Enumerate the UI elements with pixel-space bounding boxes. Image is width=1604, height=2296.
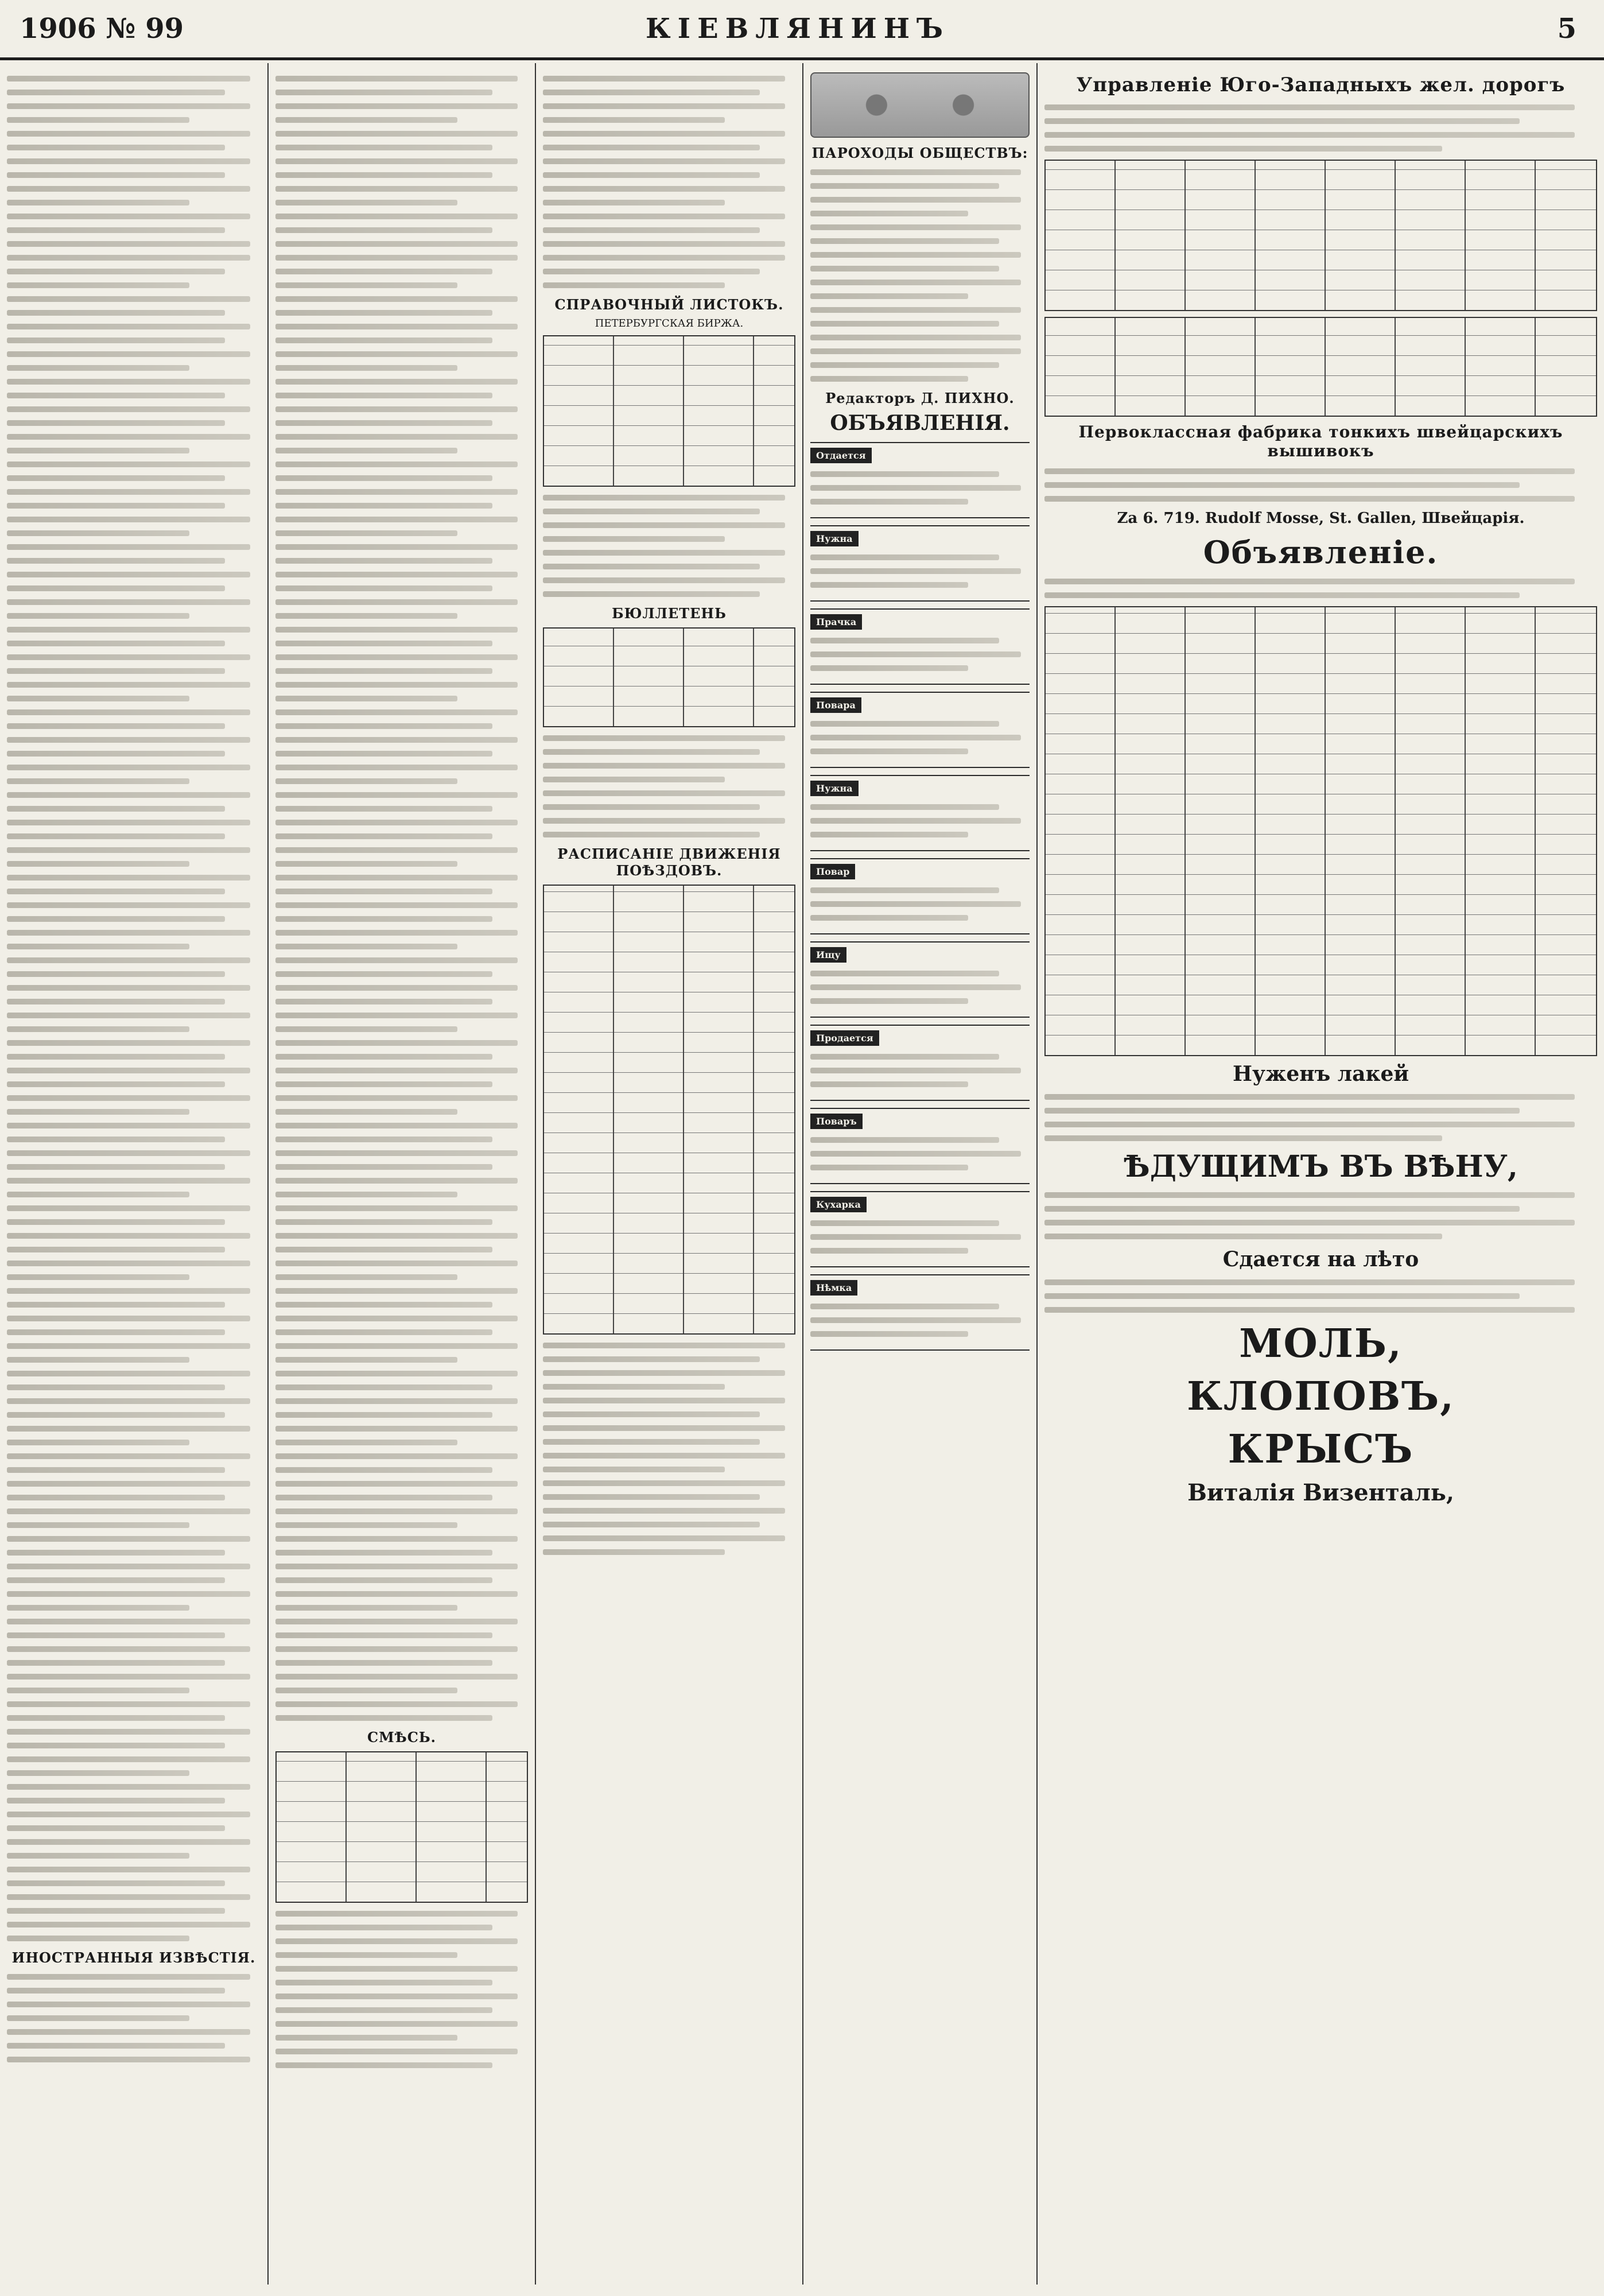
summer-heading: Сдается на лѣто (1222, 1247, 1419, 1271)
vienna-heading: ѢДУЩИМЪ ВЪ ВѢНУ, (1124, 1149, 1518, 1184)
column-1 (0, 63, 269, 2285)
misc-heading: СМѢСЬ. (367, 1729, 437, 1746)
bulletin-table (543, 627, 795, 727)
ads-heading: ОБЪЯВЛЕНІЯ. (830, 411, 1010, 435)
lacquer-heading: Нуженъ лакей (1232, 1062, 1409, 1086)
ad-block (810, 1274, 1030, 1351)
ad-block (810, 941, 1030, 1018)
steamship-illustration (810, 72, 1030, 138)
train-schedule-heading: РАСПИСАНІЕ ДВИЖЕНІЯ ПОѢЗДОВЪ. (557, 846, 781, 879)
ad-block (810, 442, 1030, 518)
ad-label: Нужна (810, 531, 859, 546)
pest-word: КРЫСЪ (1228, 1426, 1414, 1472)
pest-word: КЛОПОВЪ, (1187, 1374, 1455, 1420)
foreign-news-heading: ИНОСТРАННЫЯ ИЗВѢСТІЯ. (11, 1949, 256, 1966)
ad-block (810, 1191, 1030, 1267)
vizental-line: Виталія Визенталь, (1187, 1479, 1454, 1506)
column-2 (269, 63, 536, 2285)
ad-label: Ищу (810, 947, 846, 963)
ad-label: Поваръ (810, 1114, 863, 1129)
issue-date: 1906 № 99 (20, 13, 184, 45)
bulletin-heading: БЮЛЛЕТЕНЬ (612, 605, 727, 622)
ad-label: Прачка (810, 614, 862, 630)
page-number: 5 (1557, 13, 1576, 45)
newspaper-header (0, 0, 1604, 60)
railway-table (1044, 160, 1597, 311)
railway-table-2 (1044, 317, 1597, 417)
notice-heading: Объявленіе. (1203, 534, 1439, 571)
ad-block (810, 692, 1030, 768)
address-line: Za 6. 719. Rudolf Mosse, St. Gallen, Швейцарія. (1117, 510, 1525, 527)
ad-block (810, 775, 1030, 851)
ad-label: Нужна (810, 781, 859, 796)
column-3 (536, 63, 803, 2285)
factory-heading: Первоклассная фабрика тонкихъ швейцарскихъ вышивокъ (1078, 422, 1563, 460)
train-schedule-table (543, 885, 795, 1335)
newspaper-title: КІЕВЛЯНИНЪ (645, 13, 950, 45)
ad-label: Нѣмка (810, 1280, 857, 1296)
reference-heading: СПРАВОЧНЫЙ ЛИСТОКЪ. (554, 296, 784, 313)
column-4 (803, 63, 1038, 2285)
ad-label: Продается (810, 1030, 879, 1046)
exchange-table (543, 335, 795, 487)
col2-table (275, 1751, 528, 1903)
ad-block (810, 1025, 1030, 1101)
ad-label: Повар (810, 864, 855, 879)
ad-label: Повара (810, 697, 861, 713)
ad-label: Кухарка (810, 1197, 867, 1212)
steamships-heading: ПАРОХОДЫ ОБЩЕСТВЪ: (811, 145, 1028, 161)
ad-block (810, 858, 1030, 934)
cargo-table (1044, 606, 1597, 1056)
editor-line: Редакторъ Д. ПИХНО. (825, 390, 1015, 406)
ad-block (810, 608, 1030, 685)
exchange-subheading: ПЕТЕРБУРГСКАЯ БИРЖА. (595, 317, 744, 329)
pest-word: МОЛЬ, (1239, 1321, 1403, 1367)
ad-block (810, 525, 1030, 602)
ad-label: Отдается (810, 448, 872, 463)
ad-block (810, 1108, 1030, 1184)
railway-heading: Управленіе Юго-Западныхъ жел. дорогъ (1076, 73, 1566, 96)
column-5 (1038, 63, 1604, 2285)
